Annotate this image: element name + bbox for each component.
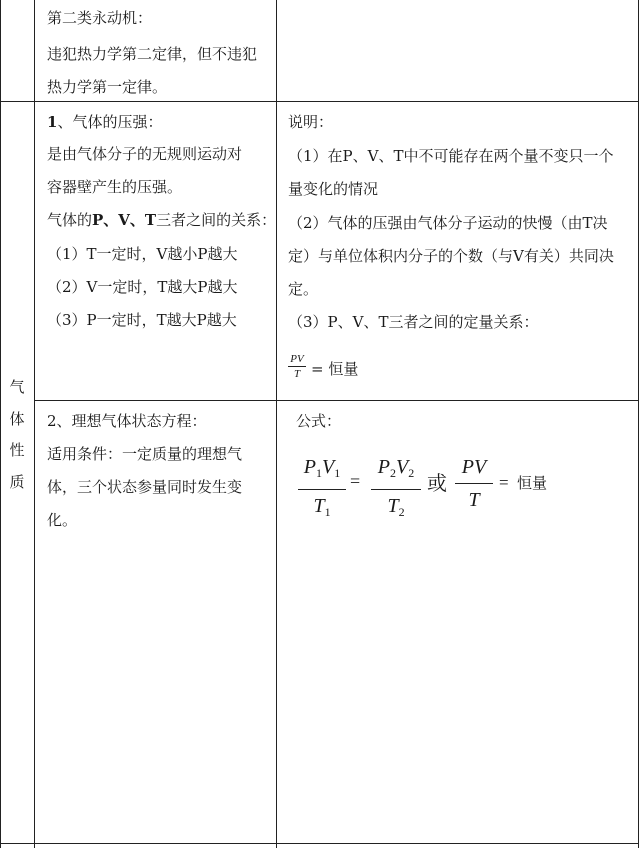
category-char-1: 气 [9, 378, 25, 396]
formula-1-denominator: $T_1$ [313, 495, 331, 520]
notes-2-line1: （2）气体的压强由气体分子运动的快慢（由T决 [288, 214, 608, 232]
table-divider-middle [276, 0, 277, 848]
ideal-line2: 体，三个状态参量同时发生变 [47, 478, 243, 496]
small-formula-rhs: = 恒量 [311, 360, 359, 378]
formula-equals-1: = [350, 471, 361, 491]
formula-1-numerator: $P_1V_1$ [303, 456, 341, 481]
formula-2-numerator: $P_2V_2$ [377, 456, 415, 481]
notes-heading: 说明： [288, 113, 334, 131]
formula-3-bar [455, 483, 493, 484]
perpetual-desc-line1: 违犯热力学第二定律，但不违犯 [47, 45, 258, 63]
table-border-left [0, 0, 1, 848]
formula-3-numerator: PV [461, 456, 487, 478]
notes-1-line2: 量变化的情况 [288, 180, 379, 198]
small-formula-denominator: T [293, 368, 301, 380]
table-divider-category [34, 0, 35, 848]
formula-fraction-1 [298, 455, 346, 524]
perpetual-title: 第二类永动机： [47, 9, 153, 27]
formula-2-bar [371, 489, 421, 490]
pressure-line1: 是由气体分子的无规则运动对 [47, 145, 243, 163]
category-char-2: 体 [9, 410, 25, 428]
category-char-3: 性 [9, 441, 25, 459]
pressure-heading [47, 113, 162, 131]
category-char-4: 质 [9, 473, 25, 491]
table-row-divider-1 [0, 101, 639, 102]
pressure-line2: 容器壁产生的压强。 [47, 178, 183, 196]
pressure-relation [47, 211, 276, 229]
table-border-right [638, 0, 639, 848]
table-row-divider-2 [34, 400, 639, 401]
pressure-heading-number: 1 [47, 113, 58, 131]
small-formula-fraction [288, 353, 306, 380]
notes-2-line3: 定。 [288, 280, 319, 298]
ideal-line1: 适用条件：一定质量的理想气 [47, 445, 243, 463]
table-border-bottom [0, 843, 639, 844]
notes-2-line2: 定）与单位体积内分子的个数（与V有关）共同决 [288, 247, 614, 265]
formula-3-denominator: T [468, 489, 480, 511]
pressure-item-3: （3）P一定时，T越大P越大 [47, 311, 237, 329]
formula-fraction-3 [455, 455, 493, 512]
formula-rhs: 恒量 [517, 474, 548, 492]
relation-vars: P、V、T [92, 211, 157, 229]
small-formula-numerator: PV [290, 353, 304, 365]
formula-fraction-2 [371, 455, 421, 524]
notes-3: （3）P、V、T三者之间的定量关系： [288, 313, 539, 331]
formula-equals-2: = [499, 473, 509, 492]
pressure-item-1: （1）T一定时，V越小P越大 [47, 245, 238, 263]
relation-suffix: 三者之间的关系： [156, 211, 277, 229]
pressure-heading-text: 、气体的压强： [57, 113, 163, 131]
relation-prefix: 气体的 [47, 211, 93, 229]
formula-2-denominator: $T_2$ [387, 495, 405, 520]
ideal-line3: 化。 [47, 511, 78, 529]
ideal-heading: 2、理想气体状态方程： [47, 412, 207, 430]
perpetual-desc-line2: 热力学第一定律。 [47, 78, 168, 96]
small-formula-bar [288, 366, 306, 367]
pressure-item-2: （2）V一定时，T越大P越大 [47, 278, 238, 296]
formula-heading: 公式： [296, 412, 342, 430]
notes-1-line1: （1）在P、V、T中不可能存在两个量不变只一个 [288, 147, 614, 165]
formula-or: 或 [427, 471, 447, 495]
formula-1-bar [298, 489, 346, 490]
